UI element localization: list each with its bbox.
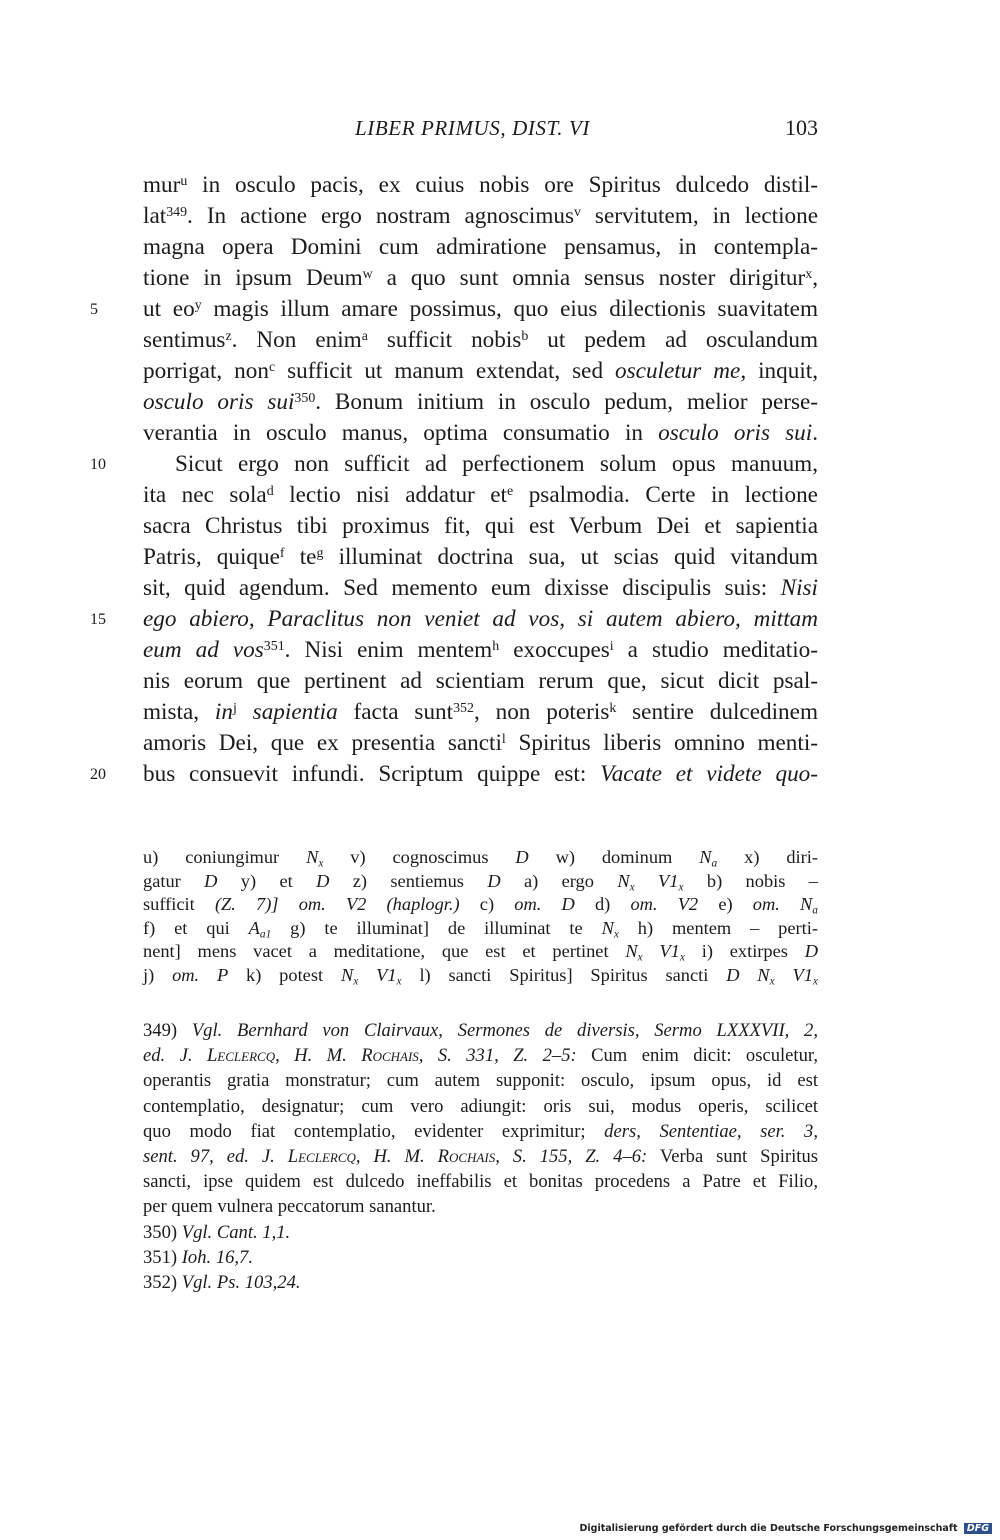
apparatus-line-1: u) coniungimur $N_x$ v) cognoscimus D w) dominum $N_a$ x) diri-: [143, 847, 818, 870]
text-line-10: 10 Sicut ergo non sufficit ad perfectionem solum opus manuum,: [143, 449, 818, 480]
line-number: 5: [90, 301, 98, 318]
running-title: LIBER PRIMUS, DIST. VI: [355, 116, 591, 140]
line-number: 15: [90, 611, 106, 628]
text-line-13: Patris, quique$^f$ $te^g$ illuminat doctrina sua, ut scias quid vitandum: [143, 544, 818, 570]
text-line-2: lat$^{349}$. In actione ergo nostram agnoscimus$^v$ servitutem, in lectione: [143, 203, 819, 229]
text-line-16: eum ad vos$^{351}$. Nisi enim mentem$^h$ exoccupes$^i$ a studio meditatio-: [143, 637, 818, 663]
text-line-1: mur$^u$ in osculo pacis, ex cuius nobis ore Spiritus dulcedo distil-: [143, 172, 818, 198]
apparatus-line-3: sufficit (Z. 7)] om. V2 (haplogr.) c) om. D d) om. V2 e) om. $N_a$: [143, 894, 818, 917]
text-line-14: sit, quid agendum. Sed memento eum dixisse discipulis suis: Nisi: [143, 575, 818, 601]
dfg-logo: DFG: [964, 1523, 992, 1534]
text-line-20: 20 bus consuevit infundi. Scriptum quippe est: Vacate et videte quo-: [143, 759, 818, 790]
main-text: [90, 170, 819, 790]
footnote-line-1: 349) Vgl. Bernhard von Clairvaux, Sermones de diversis, Sermo LXXXVII, 2,: [143, 1020, 818, 1041]
footnote-line-4: contemplatio, designatur; cum vero adiungit: oris sui, modus operis, scilicet: [143, 1095, 818, 1117]
footnote-line-3: operantis gratia monstratur; cum autem supponit: osculo, ipsum opus, id est: [143, 1070, 818, 1092]
footnote-351: 351) Ioh. 16,7.: [143, 1246, 254, 1268]
text-line-9: verantia in osculo manus, optima consumatio in osculo oris sui.: [143, 420, 819, 446]
text-line-3: magna opera Domini cum admiratione pensamus, in contempla-: [143, 234, 818, 260]
apparatus-line-5: nent] mens vacet a meditatione, que est et pertinet $N_x$ $V1_x$ i) extirpes D: [143, 941, 818, 964]
footnote-line-2: ed. J. Leclercq, H. M. Rochais, S. 331, Z. 2–5: Cum enim dicit: osculetur,: [143, 1045, 818, 1067]
text-line-17: nis eorum que pertinent ad scientiam rerum que, sicut dicit psal-: [143, 668, 818, 694]
footnote-line-5: quo modo fiat contemplatio, evidenter exprimitur; ders, Sententiae, ser. 3,: [143, 1120, 818, 1142]
footnote-350: 350) Vgl. Cant. 1,1.: [143, 1221, 291, 1243]
apparatus-line-4: f) et qui $A_{a1}$ g) te illuminat] de illuminat te $N_x$ h) mentem – perti-: [143, 917, 818, 941]
footnote-line-6: sent. 97, ed. J. Leclercq, H. M. Rochais, S. 155, Z. 4–6: Verba sunt Spiritus: [143, 1145, 818, 1167]
text-line-6: sentimus$^z$. Non enim$^a$ sufficit nobis$^b$ ut pedem ad osculandum: [143, 327, 818, 353]
critical-apparatus: [143, 846, 818, 988]
footnotes: [143, 1018, 818, 1295]
footnote-352: 352) Vgl. Ps. 103,24.: [143, 1271, 301, 1293]
page-header: [143, 113, 818, 143]
text-line-12: sacra Christus tibi proximus fit, qui est Verbum Dei et sapientia: [143, 513, 818, 539]
text-line-11: ita nec sola$^d$ lectio nisi addatur $et^e$ psalmodia. Certe in lectione: [143, 482, 818, 508]
text-line-8: osculo oris sui$^{350}$. Bonum initium in osculo pedum, melior perse-: [143, 389, 818, 415]
footnote-line-8: per quem vulnera peccatorum sanantur.: [143, 1196, 436, 1218]
apparatus-line-6: j) om. P k) potest $N_x$ $V1_x$ l) sancti Spiritus] Spiritus sancti D $N_x$ $V1_x$: [143, 964, 818, 988]
apparatus-line-2: gatur D y) et D z) sentiemus D a) ergo $N_x$ $V1_x$ b) nobis –: [143, 870, 818, 894]
text-line-5: 5 ut $eo^y$ magis illum amare possimus, quo eius dilectionis suavitatem: [143, 294, 818, 325]
text-line-18: mista, $in^j$ sapientia facta sunt$^{352}$, non poteris$^k$ sentire dulcedinem: [143, 699, 818, 725]
text-line-7: porrigat, non$^c$ sufficit ut manum extendat, sed osculetur me, inquit,: [143, 358, 819, 384]
line-number: 20: [90, 766, 106, 783]
text-line-4: tione in ipsum Deum$^w$ a quo sunt omnia sensus noster dirigitur$^x$,: [143, 265, 818, 291]
text-line-19: amoris Dei, que ex presentia sancti$^l$ Spiritus liberis omnino menti-: [143, 730, 818, 756]
text-line-15: 15 ego abiero, Paraclitus non veniet ad vos, si autem abiero, mittam: [143, 604, 818, 635]
digitization-credit: [580, 1523, 992, 1534]
line-number: 10: [90, 456, 106, 473]
credit-text: Digitalisierung gefördert durch die Deutsche Forschungsgemeinschaft: [579, 1523, 958, 1534]
page-number: 103: [785, 115, 818, 140]
footnote-line-7: sancti, ipse quidem est dulcedo ineffabilis et bonitas procedens a Patre et Filio,: [143, 1171, 818, 1193]
